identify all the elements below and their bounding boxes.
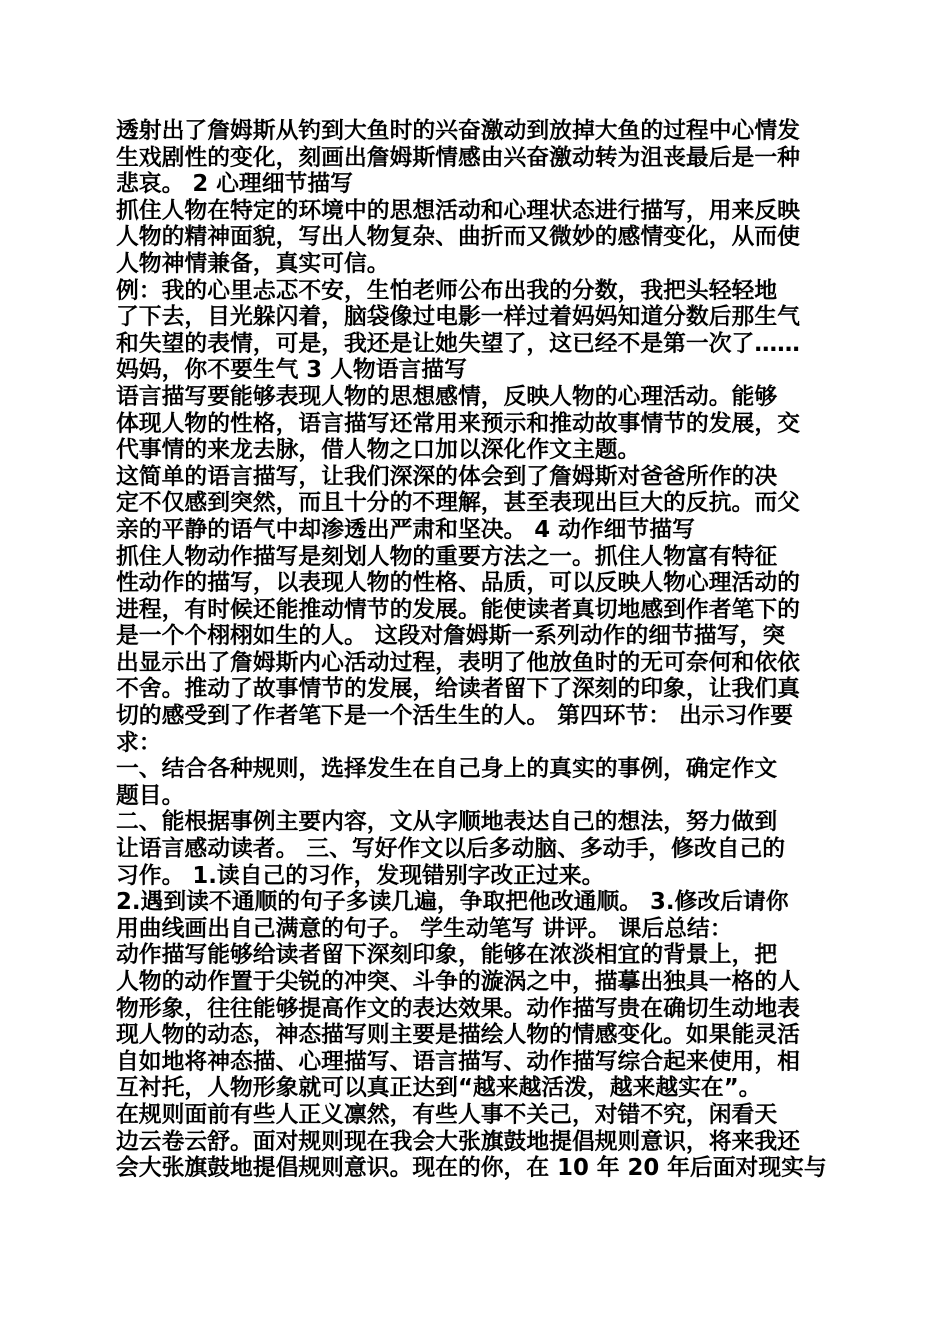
text-line: 用曲线画出自己满意的句子。 学生动笔写 讲评。 课后总结：	[116, 915, 733, 942]
text-line: 这简单的语言描写，让我们深深的体会到了詹姆斯对爸爸所作的决	[116, 463, 778, 490]
paragraph	[116, 198, 838, 278]
text-line: 互衬托，人物形象就可以真正达到“越来越活泼，越来越实在”。	[116, 1075, 762, 1102]
text-line: 习作。 1.读自己的习作，发现错别字改正过来。	[116, 862, 605, 889]
text-line: 了下去，目光躲闪着，脑袋像过电影一样过着妈妈知道分数后那生气	[116, 304, 800, 331]
text-line: 代事情的来龙去脉，借人物之口加以深化作文主题。	[116, 437, 641, 464]
text-line: 透射出了詹姆斯从钓到大鱼时的兴奋激动到放掉大鱼的过程中心情发	[116, 118, 800, 144]
paragraph	[116, 464, 838, 544]
text-line: 二、能根据事例主要内容，文从字顺地表达自己的想法，努力做到	[116, 809, 778, 836]
text-line: 不舍。推动了故事情节的发展，给读者留下了深刻的印象，让我们真	[116, 676, 800, 703]
text-line: 语言描写要能够表现人物的思想感情，反映人物的心理活动。能够	[116, 383, 778, 410]
text-line: 切的感受到了作者笔下是一个活生生的人。 第四环节： 出示习作要	[116, 703, 793, 730]
text-line: 人物的精神面貌，写出人物复杂、曲折而又微妙的感情变化，从而使	[116, 224, 800, 251]
text-line: 人物神情兼备，真实可信。	[116, 250, 390, 277]
text-line: 会大张旗鼓地提倡规则意识。现在的你，在 10 年 20 年后面对现实与	[116, 1155, 827, 1182]
text-line: 亲的平静的语气中却渗透出严肃和坚决。 4 动作细节描写	[116, 516, 695, 543]
paragraph	[116, 809, 838, 889]
text-line: 自如地将神态描、心理描写、语言描写、动作描写综合起来使用，相	[116, 1048, 800, 1075]
paragraph	[116, 544, 838, 757]
text-line: 人物的动作置于尖锐的冲突、斗争的漩涡之中，描摹出独具一格的人	[116, 969, 800, 995]
paragraph	[116, 1102, 838, 1182]
text-line: 2.遇到读不通顺的句子多读几遍，争取把他改通顺。 3.修改后请你	[116, 889, 789, 916]
paragraph	[116, 118, 838, 198]
paragraph	[116, 384, 838, 464]
text-line: 是一个个栩栩如生的人。 这段对詹姆斯一系列动作的细节描写，突	[116, 623, 786, 650]
text-line: 边云卷云舒。面对规则现在我会大张旗鼓地提倡规则意识，将来我还	[116, 1128, 800, 1155]
paragraph	[116, 756, 838, 809]
text-line: 求：	[116, 729, 162, 756]
document-page	[116, 118, 838, 1182]
text-line: 体现人物的性格，语言描写还常用来预示和推动故事情节的发展，交	[116, 410, 800, 437]
text-line: 性动作的描写，以表现人物的性格、品质，可以反映人物心理活动的	[116, 570, 800, 597]
text-line: 物形象，往往能够提高作文的表达效果。动作描写贵在确切生动地表	[116, 995, 800, 1022]
text-line: 定不仅感到突然，而且十分的不理解，甚至表现出巨大的反抗。而父	[116, 490, 800, 517]
paragraph	[116, 889, 838, 942]
paragraph	[116, 278, 838, 384]
text-line: 在规则面前有些人正义凛然，有些人事不关己，对错不究，闲看天	[116, 1101, 778, 1128]
paragraph	[116, 942, 838, 1102]
text-line: 出显示出了詹姆斯内心活动过程，表明了他放鱼时的无可奈何和依依	[116, 649, 800, 676]
text-line: 抓住人物在特定的环境中的思想活动和心理状态进行描写，用来反映	[116, 197, 800, 224]
text-line: 进程，有时候还能推动情节的发展。能使读者真切地感到作者笔下的	[116, 596, 800, 623]
text-line: 动作描写能够给读者留下深刻印象，能够在浓淡相宜的背景上，把	[116, 942, 778, 969]
text-line: 现人物的动态，神态描写则主要是描绘人物的情感变化。如果能灵活	[116, 1022, 800, 1049]
text-line: 悲哀。 2 心理细节描写	[116, 171, 353, 198]
text-line: 题目。	[116, 782, 185, 809]
text-line: 生戏剧性的变化，刻画出詹姆斯情感由兴奋激动转为沮丧最后是一种	[116, 144, 800, 171]
text-line: 例：我的心里忐忑不安，生怕老师公布出我的分数，我把头轻轻地	[116, 277, 778, 304]
document-body	[116, 118, 838, 1182]
text-line: 妈妈，你不要生气 3 人物语言描写	[116, 357, 467, 384]
text-line: 让语言感动读者。 三、写好作文以后多动脑、多动手，修改自己的	[116, 836, 786, 863]
text-line: 和失望的表情，可是，我还是让她失望了，这已经不是第一次了……	[116, 330, 800, 357]
text-line: 抓住人物动作描写是刻划人物的重要方法之一。抓住人物富有特征	[116, 543, 778, 570]
text-line: 一、结合各种规则，选择发生在自己身上的真实的事例，确定作文	[116, 756, 778, 783]
